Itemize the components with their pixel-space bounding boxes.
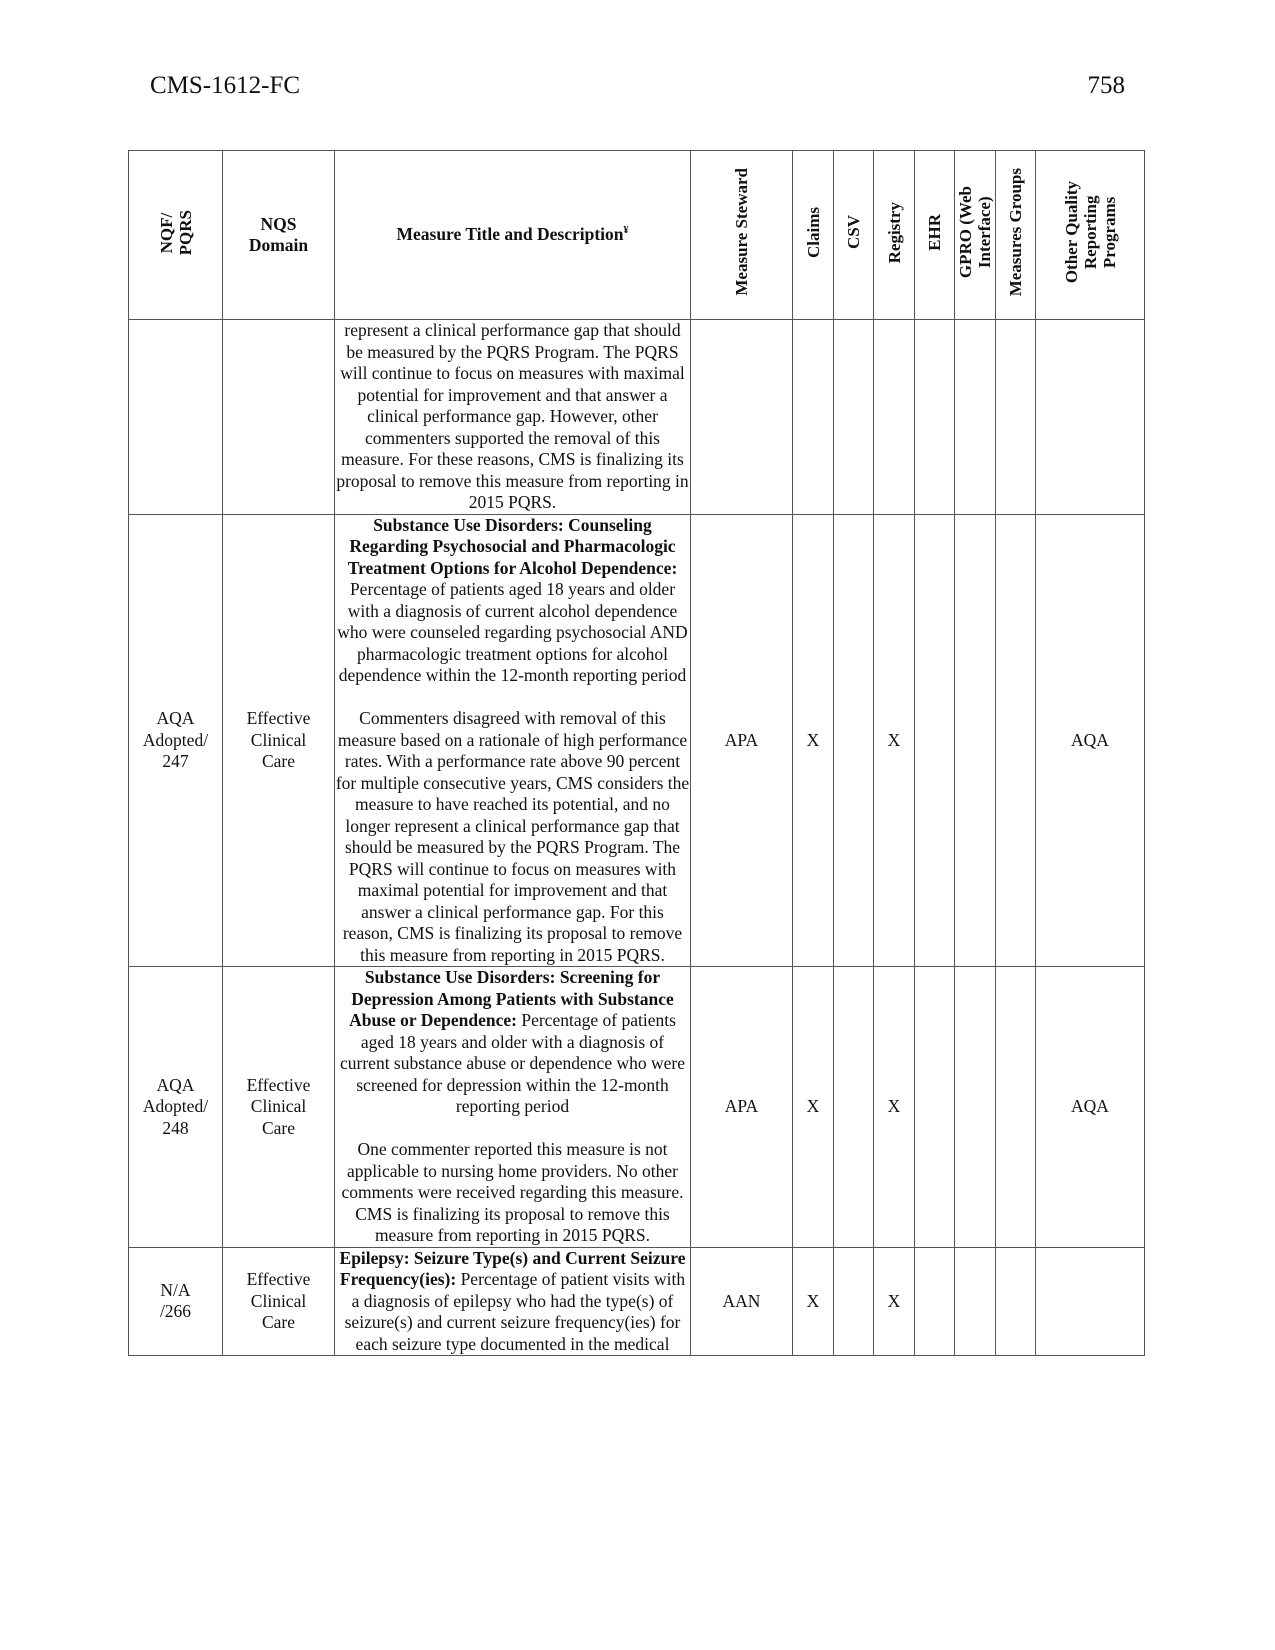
cell-groups <box>996 1247 1036 1356</box>
description-text: Percentage of patients aged 18 years and older with a diagnosis of current alcohol dependence who were counseled regarding psychosocial AND pharmacologic treatment options for alcohol dependence within the 12-month reporting period <box>337 579 688 685</box>
page-number: 758 <box>1087 72 1125 99</box>
cell-registry <box>874 1247 915 1356</box>
col-header-measures-groups: Measures Groups <box>996 151 1036 320</box>
cell-steward-text: APA <box>724 1096 759 1116</box>
cell-registry-text: X <box>887 1096 901 1116</box>
cell-csv <box>834 967 874 1248</box>
col-header-claims: Claims <box>793 151 834 320</box>
cell-other <box>1036 320 1145 515</box>
description-text: One commenter reported this measure is not applicable to nursing home providers. No other comments were received regarding this measure. CMS is finalizing its proposal to remove this measure from reporting in 2015 PQRS. <box>341 1139 684 1245</box>
cell-claims <box>793 1247 834 1356</box>
cell-domain-text: Effective Clinical Care <box>246 1074 311 1138</box>
cell-domain-text: Effective Clinical Care <box>246 708 311 771</box>
page-header <box>150 72 1125 112</box>
col-header-ehr: EHR <box>915 151 955 320</box>
table-row <box>129 967 1145 1248</box>
cell-ehr <box>915 320 955 515</box>
cell-gpro <box>955 1247 996 1356</box>
cell-nqf-text: N/A /266 <box>159 1279 192 1322</box>
cell-gpro <box>955 967 996 1248</box>
cell-nqf <box>129 1247 223 1356</box>
description-paragraph <box>335 320 690 514</box>
cell-ehr <box>915 967 955 1248</box>
cell-steward <box>691 320 793 515</box>
cell-claims <box>793 320 834 515</box>
cell-claims-text: X <box>806 729 820 750</box>
cell-other <box>1036 1247 1145 1356</box>
cell-registry-text: X <box>887 1290 901 1311</box>
cell-claims-text: X <box>806 1096 820 1116</box>
col-header-title: Measure Title and Description¥ <box>335 151 691 320</box>
col-header-csv: CSV <box>834 151 874 320</box>
cell-gpro <box>955 514 996 967</box>
col-header-steward: Measure Steward <box>691 151 793 320</box>
description-paragraph <box>335 967 690 1118</box>
cell-other <box>1036 967 1145 1248</box>
table-row <box>129 514 1145 967</box>
header-row <box>129 151 1145 320</box>
cell-domain <box>223 514 335 967</box>
description-text: Commenters disagreed with removal of this measure based on a rationale of high performance rates. With a performance rate above 90 percent for multiple consecutive years, CMS considers the measure to have reached its potential, and no longer represent a clinical performance gap that should be measured by the PQRS Program. The PQRS will continue to focus on measures with maximal potential for improvement and that answer a clinical performance gap. For this reason, CMS is finalizing its proposal to remove this measure from reporting in 2015 PQRS. <box>335 708 690 965</box>
cell-ehr <box>915 514 955 967</box>
cell-nqf <box>129 514 223 967</box>
cell-csv <box>834 1247 874 1356</box>
cell-csv <box>834 514 874 967</box>
col-header-registry: Registry <box>874 151 915 320</box>
cell-claims-text: X <box>806 1290 820 1311</box>
cell-domain <box>223 967 335 1248</box>
description-paragraph <box>335 1248 690 1356</box>
cell-registry <box>874 514 915 967</box>
document-id: CMS-1612-FC <box>150 72 301 99</box>
col-header-nqf: NQF/ PQRS <box>129 151 223 320</box>
measure-title: Substance Use Disorders: Counseling Regarding Psychosocial and Pharmacologic Treatment Options for Alcohol Dependence: <box>347 514 678 578</box>
measures-table <box>128 150 1145 1356</box>
cell-domain-text: Effective Clinical Care <box>246 1269 311 1332</box>
description-text: Percentage of patient visits with a diagnosis of epilepsy who had the type(s) of seizure(s) and current seizure frequency(ies) for each seizure type documented in the medical <box>344 1269 686 1354</box>
measure-description-cell <box>335 1247 691 1356</box>
cell-steward-text: APA <box>724 729 759 750</box>
cell-registry <box>874 967 915 1248</box>
cell-nqf-text: AQA Adopted/ 248 <box>142 1074 209 1138</box>
cell-nqf <box>129 320 223 515</box>
cell-claims <box>793 967 834 1248</box>
cell-csv <box>834 320 874 515</box>
cell-steward-text: AAN <box>722 1290 761 1311</box>
table-row <box>129 1247 1145 1356</box>
cell-nqf-text: AQA Adopted/ 247 <box>142 708 209 771</box>
col-header-gpro: GPRO (Web Interface) <box>955 151 996 320</box>
cell-nqf <box>129 967 223 1248</box>
table-row <box>129 320 1145 515</box>
measure-description-cell <box>335 514 691 967</box>
cell-other <box>1036 514 1145 967</box>
measure-description-cell <box>335 320 691 515</box>
measure-title: Substance Use Disorders: Screening for Depression Among Patients with Substance Abuse or Dependence: <box>349 967 674 1030</box>
measure-description-cell <box>335 967 691 1248</box>
cell-steward <box>691 967 793 1248</box>
description-paragraph <box>335 515 690 687</box>
cell-ehr <box>915 1247 955 1356</box>
col-header-domain: NQS Domain <box>223 151 335 320</box>
cell-domain <box>223 1247 335 1356</box>
cell-domain <box>223 320 335 515</box>
cell-registry-text: X <box>887 729 901 750</box>
description-paragraph <box>335 708 690 966</box>
cell-steward <box>691 1247 793 1356</box>
cell-groups <box>996 320 1036 515</box>
measure-title: Epilepsy: Seizure Type(s) and Current Seizure Frequency(ies): <box>339 1247 686 1289</box>
cell-other-text: AQA <box>1071 729 1109 750</box>
cell-steward <box>691 514 793 967</box>
yen-footnote-mark: ¥ <box>623 225 629 237</box>
col-header-other-programs: Other Quality Reporting Programs <box>1036 151 1145 320</box>
cell-registry <box>874 320 915 515</box>
description-text: Percentage of patients aged 18 years and older with a diagnosis of current substance abuse or dependence who were screened for depression within the 12-month reporting period <box>340 1010 685 1116</box>
description-paragraph <box>335 1139 690 1247</box>
cell-gpro <box>955 320 996 515</box>
cell-other-text: AQA <box>1071 1096 1109 1116</box>
cell-groups <box>996 514 1036 967</box>
cell-claims <box>793 514 834 967</box>
cell-groups <box>996 967 1036 1248</box>
description-text: represent a clinical performance gap that should be measured by the PQRS Program. The PQRS will continue to focus on measures with maximal potential for improvement and that answer a clinical performance gap. However, other commenters supported the removal of this measure. For these reasons, CMS is finalizing its proposal to remove this measure from reporting in 2015 PQRS. <box>336 320 689 512</box>
